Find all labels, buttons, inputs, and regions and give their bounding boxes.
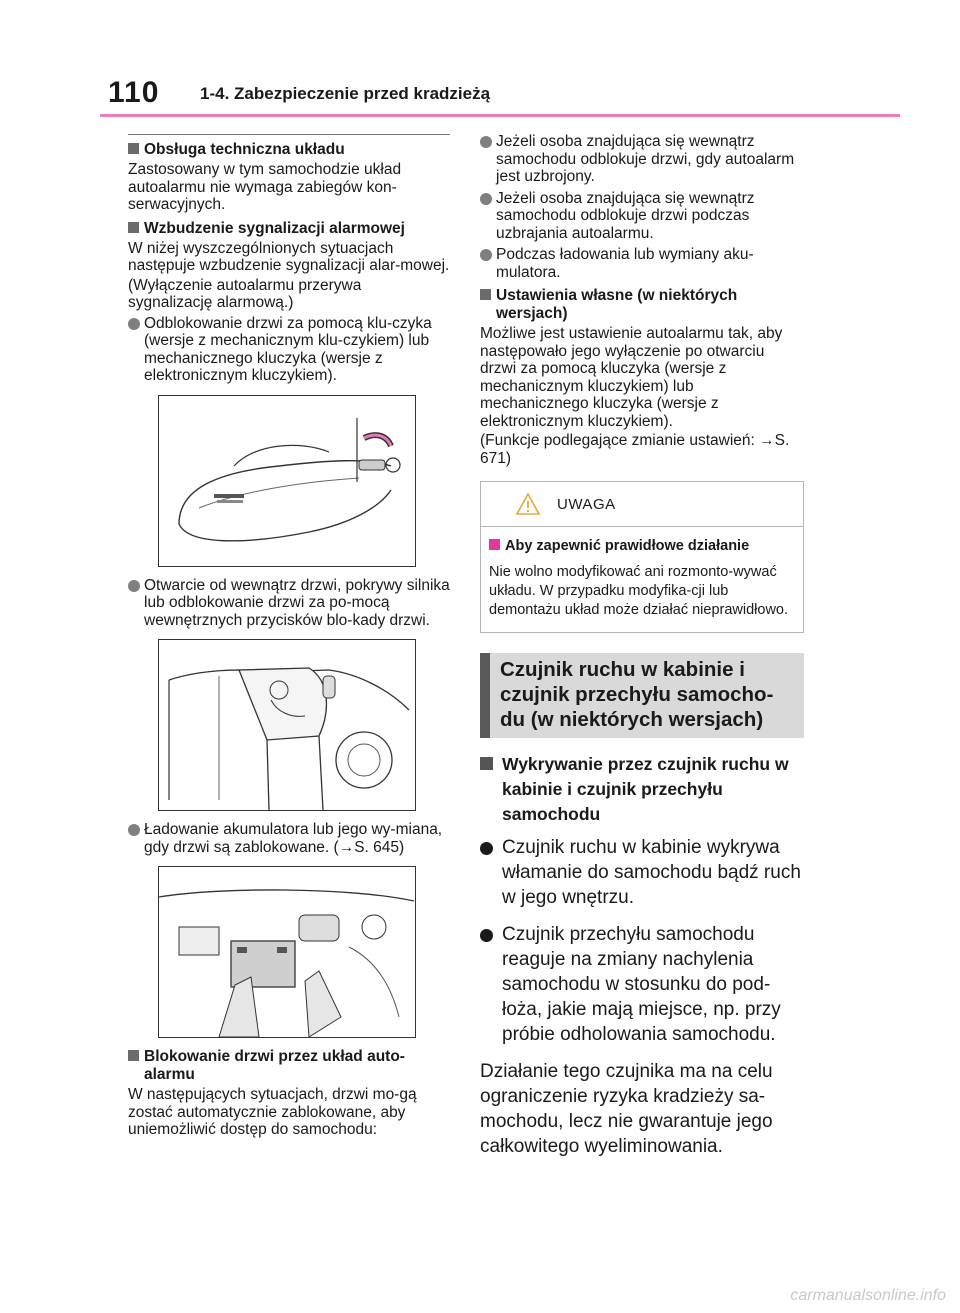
alarm-trigger-text: W niżej wyszczególnionych sytuacjach następuje wzbudzenie sygnalizacji alar-mowej. bbox=[128, 239, 450, 274]
caution-header bbox=[481, 482, 803, 527]
list-item: Odblokowanie drzwi za pomocą klu-czyka (wersje z mechanicznym klu-czykiem) lub mechanicznego kluczyka (wersje z elektronicznym kluczykiem). bbox=[128, 315, 450, 385]
page-header bbox=[0, 0, 960, 120]
bullet-dot-icon bbox=[128, 580, 140, 592]
maintenance-heading: Obsługa techniczna układu bbox=[128, 141, 450, 159]
square-bullet-icon bbox=[128, 143, 139, 154]
alarm-trigger-note: (Wyłączenie autoalarmu przerywa sygnalizację alarmową.) bbox=[128, 276, 362, 311]
open-car-door-icon bbox=[159, 640, 414, 810]
bullet-dot-icon bbox=[128, 318, 140, 330]
list-item: Podczas ładowania lub wymiany aku-mulatora. bbox=[480, 246, 804, 281]
caution-box bbox=[480, 481, 804, 633]
engine-battery-illustration bbox=[158, 866, 416, 1038]
caution-title: UWAGA bbox=[557, 496, 616, 513]
bullet-dot-icon bbox=[480, 929, 493, 942]
square-bullet-icon bbox=[480, 289, 491, 300]
maintenance-text: Zastosowany w tym samochodzie układ autoalarmu nie wymaga zabiegów kon-serwacyjnych. bbox=[128, 161, 402, 213]
bullet-dot-icon bbox=[480, 136, 492, 148]
section-divider bbox=[128, 134, 450, 135]
door-handle-key-icon bbox=[159, 396, 414, 566]
square-bullet-icon bbox=[128, 222, 139, 233]
list-item: Jeżeli osoba znajdująca się wewnątrz samochodu odblokuje drzwi podczas uzbrajania autoalarmu. bbox=[480, 190, 804, 243]
caution-subheading: Aby zapewnić prawidłowe działanie bbox=[489, 537, 795, 555]
custom-settings-heading: Ustawienia własne (w niektórych wersjach) bbox=[480, 287, 804, 323]
caution-body bbox=[481, 527, 803, 632]
bullet-dot-icon bbox=[128, 824, 140, 836]
door-key-illustration bbox=[158, 395, 416, 567]
square-bullet-icon bbox=[489, 539, 500, 550]
right-column bbox=[480, 130, 804, 1159]
alarm-trigger-heading: Wzbudzenie sygnalizacji alarmowej bbox=[128, 220, 450, 238]
sensor-text: Działanie tego czujnika ma na celu ograniczenie ryzyka kradzieży sa-mochodu, lecz nie gwarantuje jego całkowitego wyeliminowania. bbox=[480, 1061, 773, 1157]
list-item: Ładowanie akumulatora lub jego wy-miana, gdy drzwi są zablokowane. (→S. 645) bbox=[128, 821, 450, 856]
door-lock-heading: Blokowanie drzwi przez układ auto-alarmu bbox=[128, 1048, 450, 1084]
square-bullet-icon bbox=[128, 1050, 139, 1061]
square-bullet-icon bbox=[480, 757, 493, 770]
bullet-dot-icon bbox=[480, 249, 492, 261]
custom-settings-note: (Funkcje podlegające zmianie ustawień: →S. 671) bbox=[480, 432, 790, 467]
engine-bay-battery-icon bbox=[159, 867, 414, 1037]
door-lock-text: W następujących sytuacjach, drzwi mo-gą zostać automatycznie zablokowane, aby uniemożliwić dostęp do samochodu: bbox=[128, 1086, 417, 1138]
caution-text: Nie wolno modyfikować ani rozmonto-wywać układu. W przypadku modyfika-cji lub demontażu układ może działać nieprawidłowo. bbox=[489, 564, 789, 618]
car-door-open-illustration bbox=[158, 639, 416, 811]
custom-settings-text: Możliwe jest ustawienie autoalarmu tak, aby następowało jego wyłączenie po otwarciu drzwi za pomocą kluczyka (wersje z mechanicznym kluczykiem) lub mechanicznego kluczyka (wersje z elektronicznym kluczykiem). bbox=[480, 325, 783, 430]
left-column bbox=[128, 130, 450, 1141]
header-rule bbox=[100, 114, 900, 117]
bullet-dot-icon bbox=[480, 842, 493, 855]
bullet-dot-icon bbox=[480, 193, 492, 205]
section-title: 1-4. Zabezpieczenie przed kradzieżą bbox=[200, 84, 491, 103]
list-item: Czujnik przechyłu samochodu reaguje na zmiany nachylenia samochodu w stosunku do pod-łoża, jakie mają miejsce, np. przy próbie odholowania samochodu. bbox=[480, 922, 804, 1047]
list-item: Jeżeli osoba znajdująca się wewnątrz samochodu odblokuje drzwi, gdy autoalarm jest uzbrojony. bbox=[480, 133, 804, 186]
page-number: 110 bbox=[108, 76, 160, 109]
warning-triangle-icon bbox=[515, 492, 541, 516]
list-item: Czujnik ruchu w kabinie wykrywa włamanie do samochodu bądź ruch w jego wnętrzu. bbox=[480, 835, 804, 910]
sensor-section-heading: Czujnik ruchu w kabinie i czujnik przechyłu samocho-du (w niektórych wersjach) bbox=[480, 653, 804, 738]
list-item: Otwarcie od wewnątrz drzwi, pokrywy silnika lub odblokowanie drzwi za po-mocą wewnętrznych przycisków blo-kady drzwi. bbox=[128, 577, 450, 630]
watermark: carmanualsonline.info bbox=[790, 1287, 946, 1304]
sensor-detection-heading: Wykrywanie przez czujnik ruchu w kabinie i czujnik przechyłu samochodu bbox=[480, 752, 804, 827]
